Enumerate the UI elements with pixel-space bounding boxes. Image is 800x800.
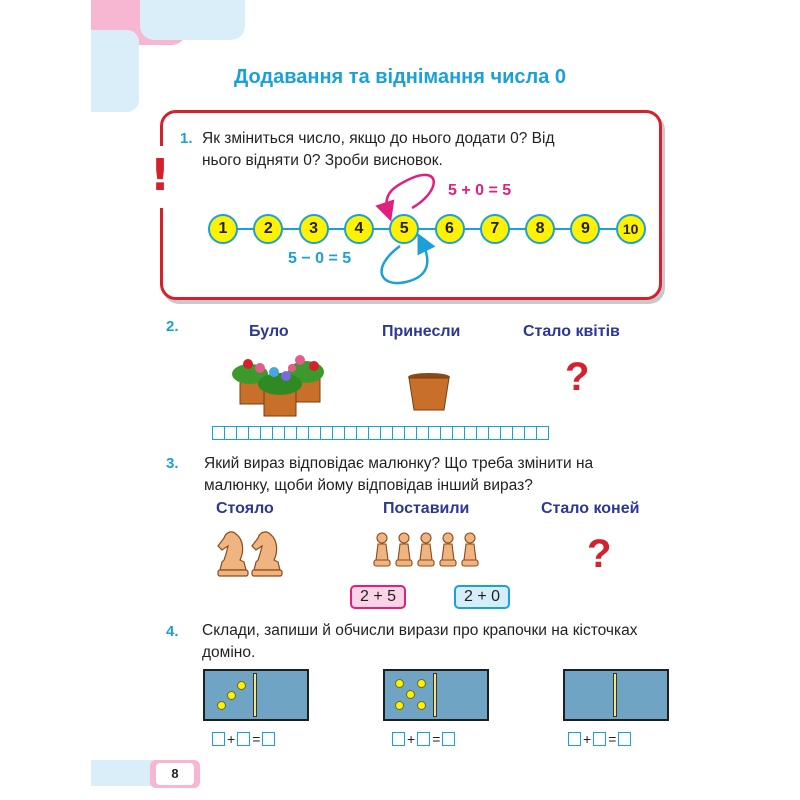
answer-box[interactable]: [568, 732, 581, 746]
number-circle: 7: [480, 214, 510, 244]
empty-pot-icon: [406, 372, 452, 412]
task-2-number: 2.: [166, 318, 179, 335]
domino-dot: [395, 701, 404, 710]
domino-expression-3: + =: [568, 730, 631, 748]
answer-cells: [212, 426, 548, 440]
task-3-line-1: Який вираз відповідає малюнку? Що треба змінити на: [204, 455, 594, 472]
domino-dot: [227, 691, 236, 700]
answer-box[interactable]: [618, 732, 631, 746]
domino-1: [203, 669, 309, 721]
domino-dot: [237, 681, 246, 690]
header-stoyalo: Стояло: [216, 500, 274, 517]
domino-2: [383, 669, 489, 721]
answer-box[interactable]: [262, 732, 275, 746]
header-bulo: Було: [249, 323, 289, 340]
number-circle: 1: [208, 214, 238, 244]
task-4-line-2: доміно.: [202, 644, 256, 661]
header-prynesly: Принесли: [382, 323, 461, 340]
number-circle: 10: [616, 214, 646, 244]
equation-subtract-zero: 5 − 0 = 5: [288, 250, 352, 267]
page-number: 8: [156, 763, 194, 785]
expression-pink[interactable]: 2 + 5: [350, 585, 406, 609]
answer-cell[interactable]: [536, 426, 549, 440]
task-4-text: [202, 620, 682, 664]
flower-pot-icon: [232, 355, 324, 416]
answer-box[interactable]: [593, 732, 606, 746]
answer-box[interactable]: [442, 732, 455, 746]
task-1-line-2: нього відняти 0? Зроби висновок.: [202, 152, 443, 169]
page-number-badge: [150, 760, 200, 788]
header-stalo-konei: Стало коней: [541, 500, 640, 517]
domino-dot: [417, 701, 426, 710]
knight-icon: [218, 532, 282, 576]
pawns-image: [372, 530, 484, 574]
expression-blue[interactable]: 2 + 0: [454, 585, 510, 609]
flower-pots-image: [230, 346, 330, 418]
number-circle: 6: [435, 214, 465, 244]
number-circle: 4: [344, 214, 374, 244]
question-mark-flowers: ?: [565, 355, 590, 399]
task-1-line-1: Як зміниться число, якщо до нього додати 0? Від: [202, 130, 555, 147]
header-stalo-kvitiv: Стало квітів: [523, 323, 620, 340]
task-3-text: [204, 453, 674, 497]
task-3-number: 3.: [166, 455, 179, 472]
header-postavyly: Поставили: [383, 500, 470, 517]
question-mark-horses: ?: [587, 532, 612, 576]
domino-expression-1: + =: [212, 730, 275, 748]
number-circle: 8: [525, 214, 555, 244]
corner-decoration-blue: [140, 0, 245, 40]
domino-expression-2: + =: [392, 730, 455, 748]
number-circle: 9: [570, 214, 600, 244]
domino-dot: [217, 701, 226, 710]
number-circle: 3: [299, 214, 329, 244]
answer-box[interactable]: [237, 732, 250, 746]
task-3-line-2: малюнку, щоби йому відповідав інший вираз?: [204, 477, 533, 494]
number-circle: 2: [253, 214, 283, 244]
answer-box[interactable]: [417, 732, 430, 746]
pawn-icon: [374, 533, 478, 566]
domino-dot: [395, 679, 404, 688]
blue-arc-arrow: [382, 242, 428, 283]
knights-image: [214, 526, 286, 578]
answer-box[interactable]: [212, 732, 225, 746]
task-4-number: 4.: [166, 623, 179, 640]
domino-3: [563, 669, 669, 721]
pink-arc-arrow: [386, 175, 433, 212]
domino-dot: [406, 690, 415, 699]
exclamation-icon: !: [150, 146, 170, 208]
equation-add-zero: 5 + 0 = 5: [448, 182, 512, 199]
number-circle: 5: [389, 214, 419, 244]
domino-dot: [417, 679, 426, 688]
arrow-arcs: [370, 168, 450, 298]
task-4-line-1: Склади, запиши й обчисли вирази про крапочки на кісточках: [202, 622, 638, 639]
answer-box[interactable]: [392, 732, 405, 746]
page-title: Додавання та віднімання числа 0: [233, 66, 567, 88]
task-1-text: [202, 128, 652, 172]
task-1-number: 1.: [180, 130, 193, 147]
